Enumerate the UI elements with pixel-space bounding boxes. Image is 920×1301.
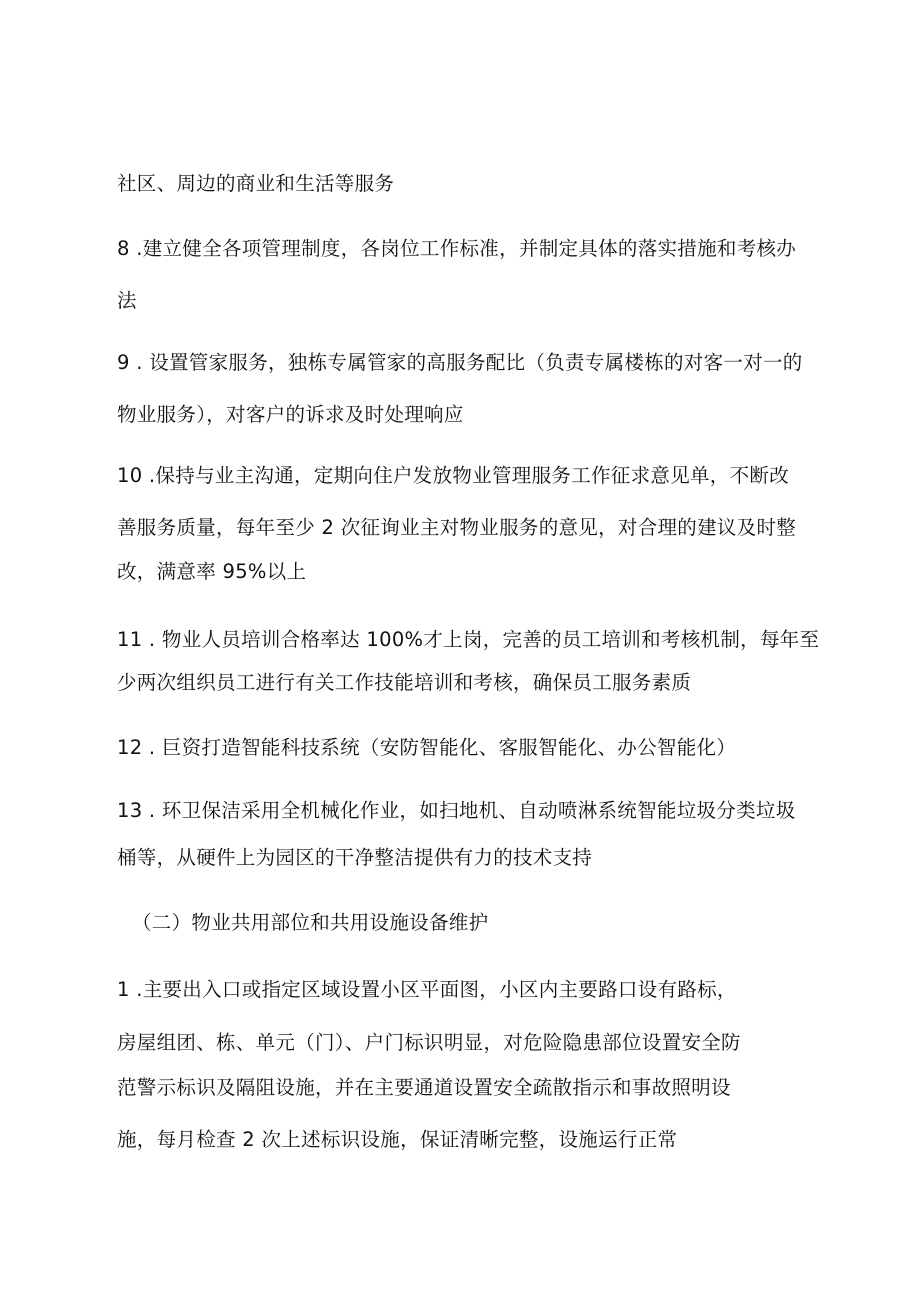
- text-line: 桶等，从硬件上为园区的干净整洁提供有力的技术支持: [117, 846, 593, 869]
- section-heading: （二）物业共用部位和共用设施设备维护: [132, 911, 489, 934]
- text-line: 善服务质量，每年至少 2 次征询业主对物业服务的意见，对合理的建议及时整: [117, 516, 797, 539]
- text-line: 少两次组织员工进行有关工作技能培训和考核，确保员工服务素质: [117, 671, 692, 694]
- text-line: 9 . 设置管家服务，独栋专属管家的高服务配比（负责专属楼栋的对客一对一的: [117, 351, 803, 374]
- text-line: 社区、周边的商业和生活等服务: [117, 172, 395, 195]
- text-line: 12 . 巨资打造智能科技系统（安防智能化、客服智能化、办公智能化）: [117, 736, 737, 759]
- text-line: 法: [117, 289, 137, 312]
- text-line: 施，每月检查 2 次上述标识设施，保证清晰完整，设施运行正常: [117, 1128, 678, 1151]
- text-line: 1 .主要出入口或指定区域设置小区平面图，小区内主要路口设有路标，: [117, 978, 737, 1001]
- text-line: 范警示标识及隔阻设施，并在主要通道设置安全疏散指示和事故照明设: [117, 1076, 731, 1099]
- text-line: 物业服务），对客户的诉求及时处理响应: [117, 403, 464, 426]
- text-line: 改，满意率 95%以上: [117, 560, 307, 583]
- text-line: 房屋组团、栋、单元（门）、户门标识明显，对危险隐患部位设置安全防: [117, 1031, 741, 1054]
- text-line: 10 .保持与业主沟通，定期向住户发放物业管理服务工作征求意见单，不断改: [117, 464, 790, 487]
- text-line: 11 . 物业人员培训合格率达 100%才上岗，完善的员工培训和考核机制，每年至: [117, 628, 820, 651]
- text-line: 8 .建立健全各项管理制度，各岗位工作标准，并制定具体的落实措施和考核办: [117, 237, 797, 260]
- text-line: 13 . 环卫保洁采用全机械化作业，如扫地机、自动喷淋系统智能垃圾分类垃圾: [117, 799, 796, 822]
